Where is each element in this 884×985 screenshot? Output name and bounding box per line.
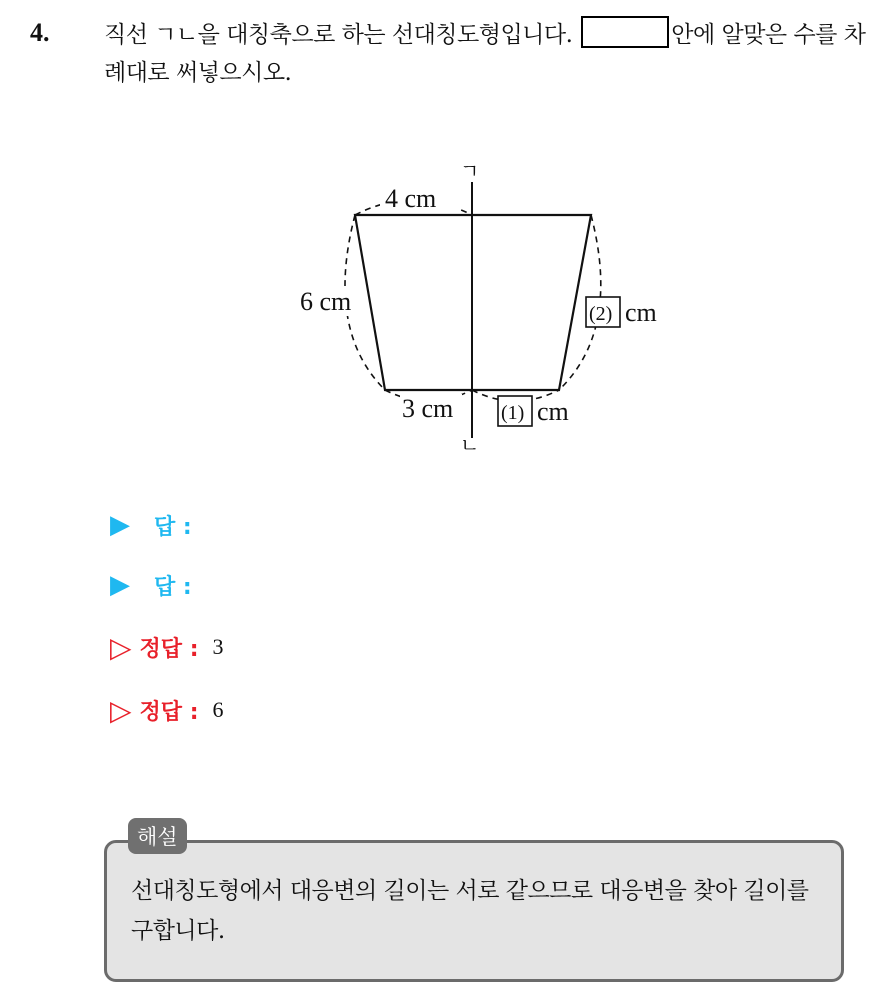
blank-2-unit: cm: [625, 298, 657, 327]
correct-answer-row-1: [110, 627, 224, 667]
question-number: 4.: [30, 18, 50, 47]
correct-answer-label-2: 정답 :: [139, 699, 199, 725]
bottom-left-length-label: 3 cm: [402, 394, 454, 423]
blank-1-label: (1): [501, 402, 525, 424]
answer-blank-box: [581, 16, 669, 48]
correct-answer-value-1: 3: [212, 634, 224, 659]
answer-row-2: [110, 565, 206, 605]
explanation-box: [104, 840, 844, 982]
correct-answer-label-1: 정답 :: [139, 636, 199, 662]
correct-answer-row-2: [110, 690, 224, 730]
left-length-label: 6 cm: [300, 287, 352, 316]
play-arrow-icon: ▶: [110, 570, 130, 600]
explanation-text: 선대칭도형에서 대응변의 길이는 서로 같으므로 대응변을 찾아 길이를 구합니다.: [131, 878, 809, 944]
outline-arrow-icon: ▷: [110, 693, 132, 727]
correct-answer-value-2: 6: [212, 697, 224, 722]
axis-top-label: ㄱ: [460, 161, 480, 183]
answer-row-1: [110, 505, 206, 545]
trapezoid-figure: [280, 150, 700, 460]
question-text-part2: 안에 알맞은 수를 차례대로 써넣으시오.: [104, 22, 866, 86]
question-text: [104, 16, 874, 92]
explanation-tag: 해설: [128, 818, 187, 854]
outline-arrow-icon: ▷: [110, 630, 132, 664]
question-text-part1: 직선 ㄱㄴ을 대칭축으로 하는 선대칭도형입니다.: [104, 22, 573, 48]
play-arrow-icon: ▶: [110, 510, 130, 540]
answer-label-1: 답 :: [154, 514, 192, 540]
blank-2-label: (2): [589, 303, 613, 325]
answer-label-2: 답 :: [154, 574, 192, 600]
top-length-label: 4 cm: [385, 184, 437, 213]
axis-bottom-label: ㄴ: [460, 435, 480, 457]
blank-1-unit: cm: [537, 397, 569, 426]
